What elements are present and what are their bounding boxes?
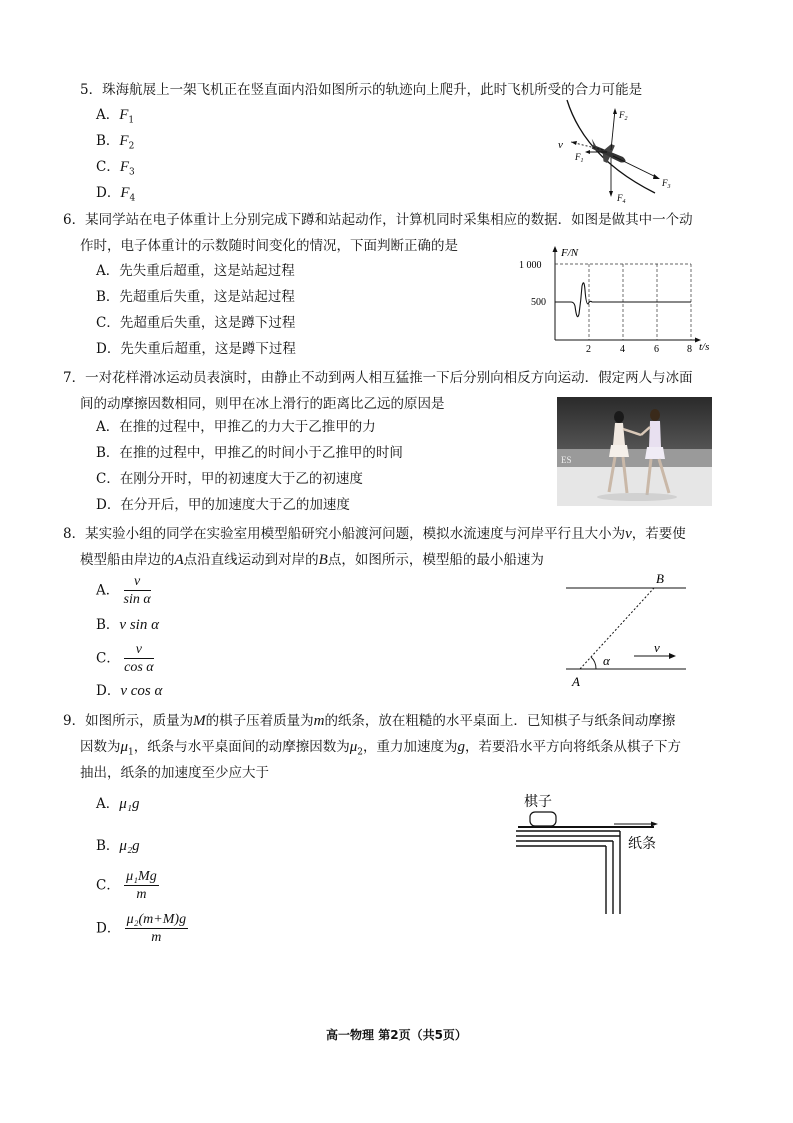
paper-strip-label: 纸条: [628, 837, 656, 852]
svg-text:F4: $F_4$: [617, 193, 626, 205]
q7-option-d[interactable]: D．在分开后，甲的加速度大于乙的加速度: [96, 497, 350, 513]
point-a-label: A: [572, 674, 580, 689]
q5-stem: 5．珠海航展上一架飞机正在竖直面内沿如图所示的轨迹向上爬升，此时飞机所受的合力可能是: [80, 82, 643, 98]
q8-option-c[interactable]: C． $\frac{v}{\text{cos α}}$: [96, 642, 154, 675]
q5-option-d[interactable]: D．$F_4$: [96, 185, 136, 204]
chart-x-tick-6: 6: [654, 344, 659, 354]
q9-chess-table-figure: [508, 790, 688, 918]
svg-text:F1: $F_1$: [575, 152, 584, 164]
q6-stem-line2: 作时，电子体重计的示数随时间变化的情况，下面判断正确的是: [80, 238, 458, 254]
chart-x-tick-4: 4: [620, 344, 625, 354]
q6-option-d[interactable]: D．先失重后超重，这是蹲下过程: [96, 341, 296, 357]
chess-piece-icon: [530, 812, 556, 826]
chart-y-tick-1000: 1 000: [519, 260, 542, 271]
chart-y-tick-500: 500: [531, 297, 546, 308]
q9-stem-line1: 9．如图所示，质量为M的棋子压着质量为m的纸条，放在粗糙的水平桌面上．已知棋子与纸条间动摩擦: [63, 713, 676, 729]
q6-option-b[interactable]: B．先超重后失重，这是站起过程: [96, 289, 295, 305]
q8-option-d[interactable]: D．v cos α: [96, 683, 163, 699]
q7-skaters-photo: [557, 397, 712, 506]
path-ab: [580, 588, 654, 669]
q8-option-b[interactable]: B．v sin α: [96, 617, 159, 633]
q7-stem-line1: 7．一对花样滑冰运动员表演时，由静止不动到两人相互猛推一下后分别向相反方向运动．假定两人与冰面: [63, 370, 693, 386]
force-f2: [611, 110, 615, 150]
chart-y-label: F/N: [561, 247, 579, 259]
q6-stem-line1: 6．某同学站在电子体重计上分别完成下蹲和站起动作，计算机同时采集相应的数据．如图是做其中一个动: [63, 212, 693, 228]
q9-option-b[interactable]: B．μ₂g: [96, 838, 140, 854]
velocity-label: v: [558, 139, 563, 151]
q6-option-a[interactable]: A．先失重后超重，这是站起过程: [96, 263, 295, 279]
svg-text:F3: $F_3$: [662, 178, 671, 190]
airplane-icon: [585, 136, 629, 170]
q9-stem-line3: 抽出，纸条的加速度至少应大于: [80, 765, 269, 781]
q9-option-d[interactable]: D． $\frac{\text{μ₂(m+M)g}}{m}$: [96, 912, 187, 945]
q5-airplane-figure: [545, 98, 685, 208]
svg-text:F2: $F_2$: [619, 110, 628, 122]
q8-option-a[interactable]: A． $\frac{v}{\text{sin α}}$: [96, 574, 151, 607]
q7-option-b[interactable]: B．在推的过程中，甲推乙的时间小于乙推甲的时间: [96, 445, 403, 461]
q7-option-c[interactable]: C．在刚分开时，甲的初速度大于乙的初速度: [96, 471, 363, 487]
force-f3: [613, 156, 658, 178]
svg-text:ES: ES: [561, 455, 572, 465]
q8-stem-line1: 8．某实验小组的同学在实验室用模型船研究小船渡河问题，模拟水流速度与河岸平行且大小为v，若要使: [63, 526, 686, 542]
q9-option-c[interactable]: C． $\frac{\text{μ₁Mg}}{m}$: [96, 869, 157, 902]
q5-option-a[interactable]: A．$F_1$: [96, 107, 135, 126]
water-velocity-label: v: [654, 640, 660, 655]
q6-option-c[interactable]: C．先超重后失重，这是蹲下过程: [96, 315, 296, 331]
q7-option-a[interactable]: A．在推的过程中，甲推乙的力大于乙推甲的力: [96, 419, 376, 435]
q5-option-c[interactable]: C．$F_3$: [96, 159, 135, 178]
alpha-label: α: [603, 653, 610, 668]
q8-stem-line2: 模型船由岸边的A点沿直线运动到对岸的B点，如图所示，模型船的最小船速为: [80, 552, 544, 568]
q5-option-b[interactable]: B．$F_2$: [96, 133, 135, 152]
chart-x-tick-8: 8: [687, 344, 692, 354]
q9-stem-line2: 因数为$\mu_1$，纸条与水平桌面间的动摩擦因数为$\mu_2$，重力加速度为g，若要沿水平方向将纸条从棋子下方: [80, 739, 682, 758]
page-footer: 高一物理 第2页（共5页）: [326, 1028, 467, 1042]
angle-arc: [591, 657, 596, 669]
point-b-label: B: [656, 571, 664, 586]
chart-x-tick-2: 2: [586, 344, 591, 354]
q9-option-a[interactable]: A．μ₁g: [96, 796, 140, 812]
q8-river-figure: [560, 568, 695, 693]
q7-stem-line2: 间的动摩擦因数相同，则甲在冰上滑行的距离比乙远的原因是: [80, 396, 445, 412]
chart-x-label: t/s: [699, 341, 710, 353]
chess-piece-label: 棋子: [524, 795, 552, 810]
q6-force-time-chart: [515, 242, 715, 354]
